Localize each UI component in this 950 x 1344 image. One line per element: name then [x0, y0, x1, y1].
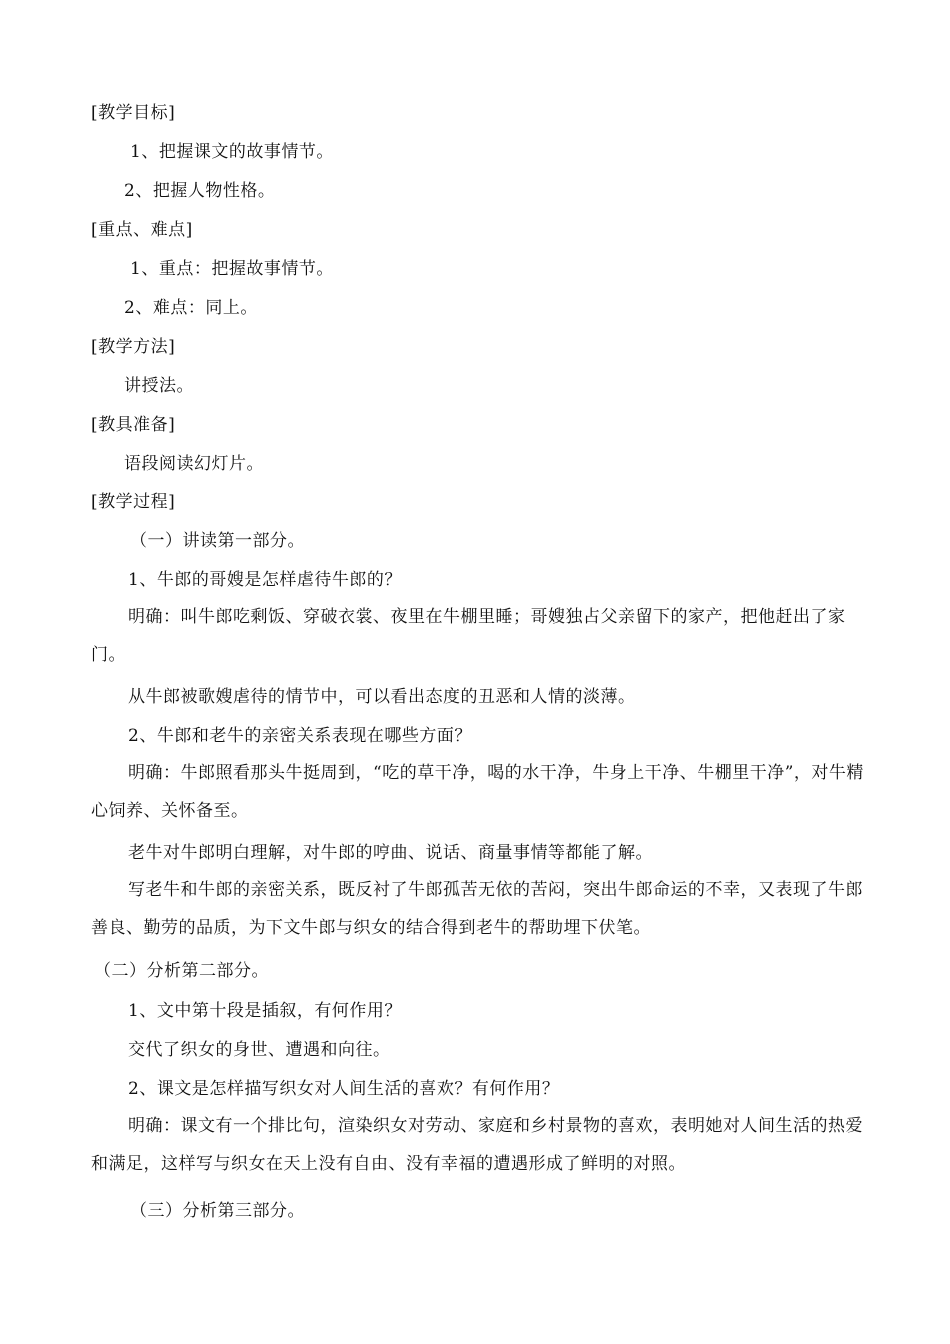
part1-answer-1-note: 从牛郎被歌嫂虐待的情节中，可以看出态度的丑恶和人情的淡薄。	[128, 687, 636, 707]
part2-question-2: 2、课文是怎样描写织女对人间生活的喜欢？有何作用？	[128, 1079, 560, 1099]
part2-answer-2: 明确：课文有一个排比句，渲染织女对劳动、家庭和乡村景物的喜欢，表明她对人间生活的热爱和满足，这样写与织女在天上没有自由、没有幸福的遭遇形成了鲜明的对照。	[91, 1116, 863, 1174]
part1-question-1: 1、牛郎的哥嫂是怎样虐待牛郎的？	[128, 570, 402, 590]
part3-title: （三）分析第三部分。	[130, 1201, 305, 1221]
section-heading-goals: [教学目标]	[91, 103, 176, 123]
key-point-item-1: 1、重点：把握故事情节。	[130, 259, 334, 279]
part1-title: （一）讲读第一部分。	[130, 531, 305, 551]
part1-answer-2: 明确：牛郎照看那头牛挺周到，“吃的草干净，喝的水干净，牛身上干净、牛棚里干净”，对牛精心饲养、关怀备至。	[91, 763, 864, 821]
tools-text: 语段阅读幻灯片。	[124, 454, 264, 474]
part1-answer-1: 明确：叫牛郎吃剩饭、穿破衣裳、夜里在牛棚里睡；哥嫂独占父亲留下的家产，把他赶出了家门。	[91, 607, 846, 665]
part2-answer-1: 交代了织女的身世、遭遇和向往。	[128, 1040, 391, 1060]
goal-item-1: 1、把握课文的故事情节。	[130, 142, 334, 162]
method-text: 讲授法。	[124, 376, 194, 396]
part2-title: （二）分析第二部分。	[94, 961, 269, 981]
part1-answer-2-note: 老牛对牛郎明白理解，对牛郎的哼曲、说话、商量事情等都能了解。	[128, 843, 653, 863]
part2-question-1: 1、文中第十段是插叙，有何作用？	[128, 1001, 402, 1021]
section-heading-key-points: [重点、难点]	[91, 220, 193, 240]
goal-item-2: 2、把握人物性格。	[124, 181, 276, 201]
section-heading-method: [教学方法]	[91, 337, 176, 357]
part1-answer-2-summary: 写老牛和牛郎的亲密关系，既反衬了牛郎孤苦无依的苦闷，突出牛郎命运的不幸，又表现了牛郎善良、勤劳的品质，为下文牛郎与织女的结合得到老牛的帮助埋下伏笔。	[91, 880, 863, 938]
key-point-item-2: 2、难点：同上。	[124, 298, 258, 318]
section-heading-tools: [教具准备]	[91, 415, 176, 435]
part1-question-2: 2、牛郎和老牛的亲密关系表现在哪些方面？	[128, 726, 472, 746]
section-heading-process: [教学过程]	[91, 492, 176, 512]
